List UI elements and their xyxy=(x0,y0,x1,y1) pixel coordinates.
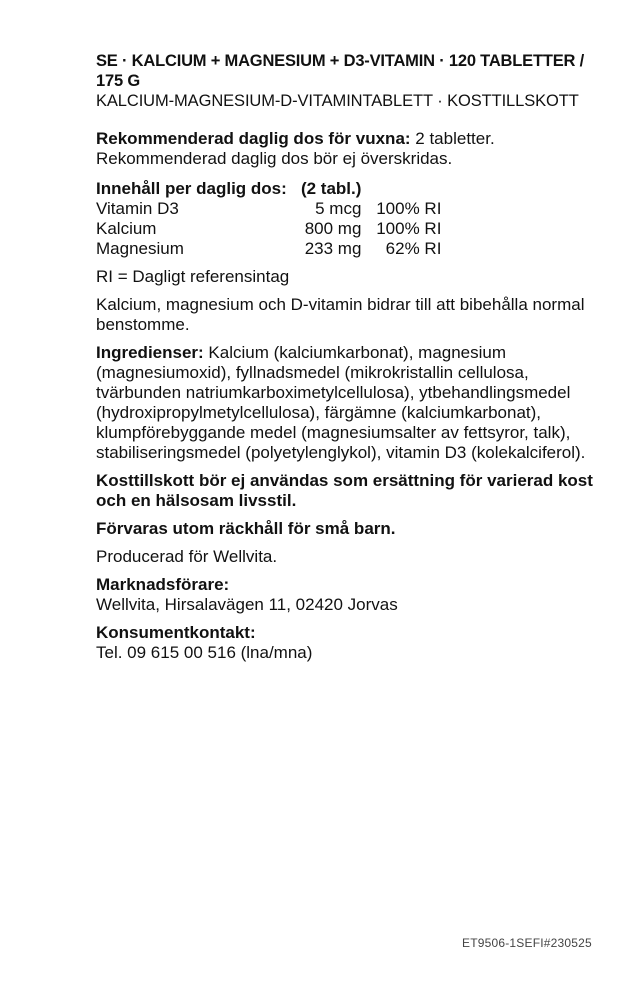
nutrient-name: Magnesium xyxy=(96,239,184,258)
nutrient-ri: 62% RI xyxy=(385,239,442,258)
nutrition-header-label: Innehåll per daglig dos: (2 tabl.) xyxy=(96,179,362,198)
dosage-value: 2 tabletter. xyxy=(410,129,495,148)
dosage-label: Rekommenderad daglig dos för vuxna: xyxy=(96,129,411,148)
nutrition-header-amount: (2 tabl.) xyxy=(300,179,362,198)
nutrient-amount: 5 mcg xyxy=(315,199,362,218)
nutrient-name: Kalcium xyxy=(96,219,157,238)
product-subtitle: KALCIUM-MAGNESIUM-D-VITAMINTABLETT · KOSTTILLSKOTT xyxy=(96,92,579,110)
nutrition-row xyxy=(96,219,441,239)
product-title: SE · KALCIUM + MAGNESIUM + D3-VITAMIN · 120 TABLETTER / 175 G xyxy=(96,52,585,90)
contact-phone: Tel. 09 615 00 516 (lna/mna) xyxy=(96,643,313,662)
ingredients-text: Kalcium (kalciumkarbonat), magnesium (magnesiumoxid), fyllnadsmedel (mikrokristallin cellulosa, tvärbunden natriumkarboximetylcellulosa), ytbehandlingsmedel (hydroxipropylmetylcellulosa), färgämne (kalciumkarbonat), klumpförebyggande medel (magnesiumsalter av fettsyror, talk), stabiliseringsmedel (polyetylenglykol), vitamin D3 (kolekalciferol). xyxy=(96,343,586,462)
nutrition-table xyxy=(96,179,441,259)
producer-note: Producerad för Wellvita. xyxy=(96,547,278,566)
label-text xyxy=(96,51,606,663)
dosage-note: Rekommenderad daglig dos bör ej överskridas. xyxy=(96,149,453,168)
nutrient-amount: 233 mg xyxy=(304,239,362,258)
ingredients xyxy=(96,343,606,463)
marketer-address: Wellvita, Hirsalavägen 11, 02420 Jorvas xyxy=(96,595,398,614)
health-claim: Kalcium, magnesium och D-vitamin bidrar till att bibehålla normal benstomme. xyxy=(96,295,585,334)
nutrition-header xyxy=(96,179,441,199)
storage-warning: Förvaras utom räckhåll för små barn. xyxy=(96,519,396,538)
marketer-label: Marknadsförare: xyxy=(96,575,230,594)
ri-note: RI = Dagligt referensintag xyxy=(96,267,290,286)
nutrient-ri: 100% RI xyxy=(376,219,442,238)
nutrient-amount: 800 mg xyxy=(304,219,362,238)
nutrition-row xyxy=(96,239,441,259)
supplement-warning: Kosttillskott bör ej användas som ersättning för varierad kost och en hälsosam livsstil. xyxy=(96,471,593,510)
nutrient-ri: 100% RI xyxy=(376,199,442,218)
dosage-section xyxy=(96,129,606,149)
nutrient-name: Vitamin D3 xyxy=(96,199,179,218)
contact-label: Konsumentkontakt: xyxy=(96,623,256,642)
nutrition-row xyxy=(96,199,441,219)
footer-code: ET9506-1SEFI#230525 xyxy=(462,936,592,950)
ingredients-label: Ingredienser: xyxy=(96,343,204,362)
